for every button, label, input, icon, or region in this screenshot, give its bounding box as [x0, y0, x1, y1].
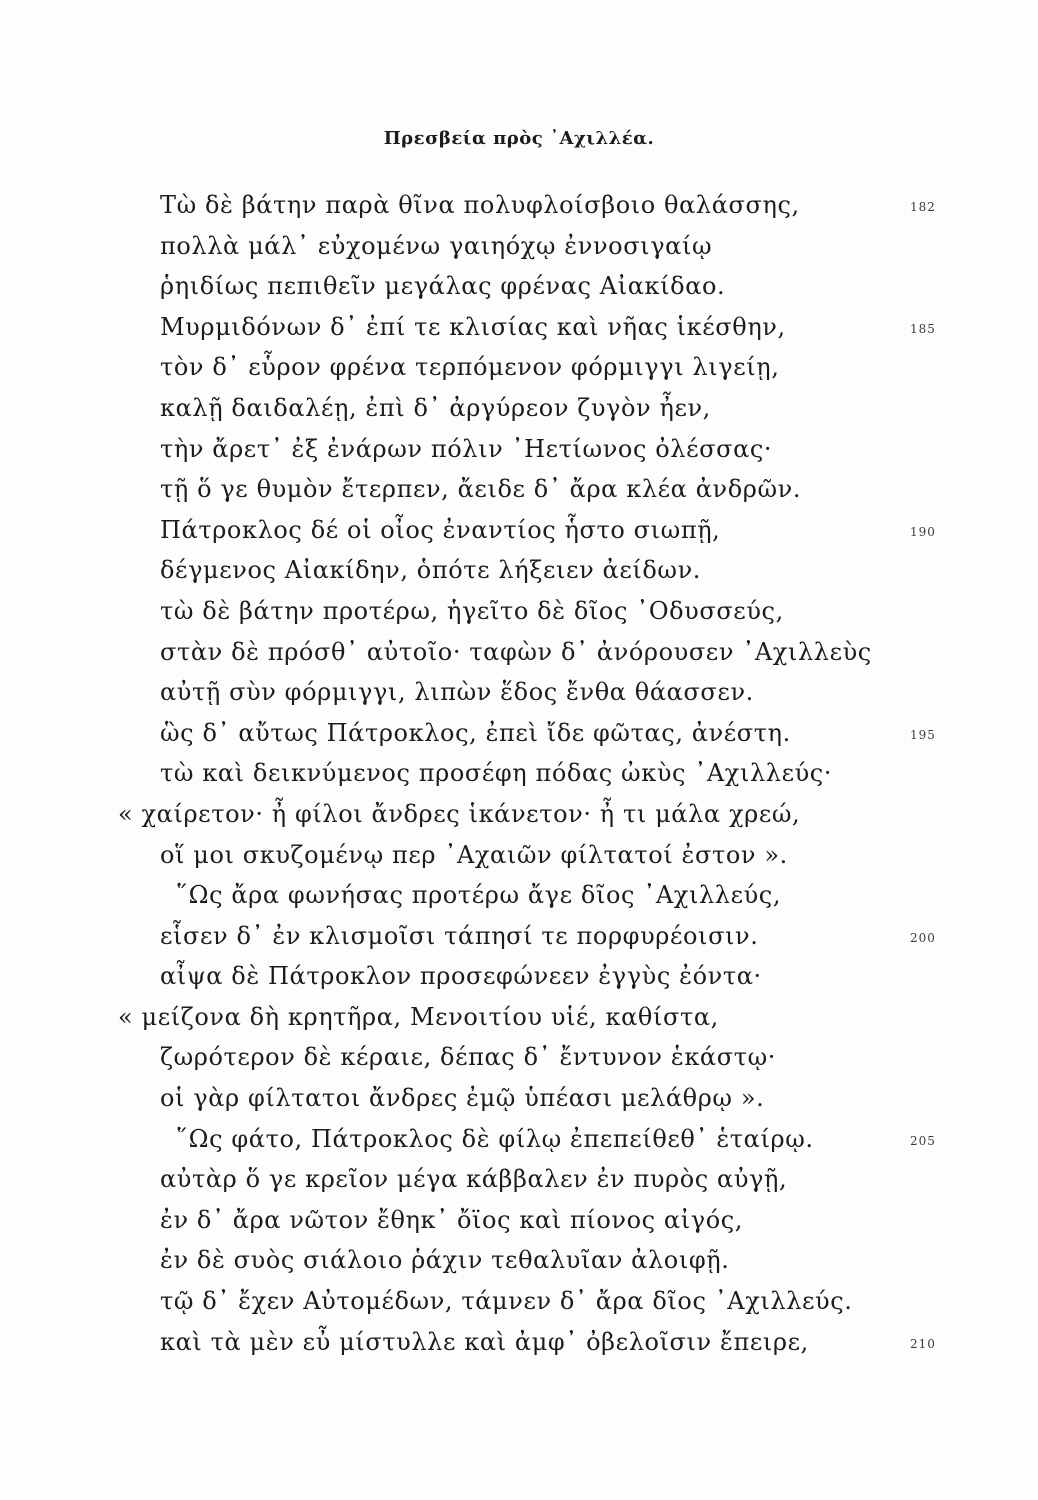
- line-number: 210: [910, 1336, 936, 1351]
- verse-line: [0, 226, 1038, 267]
- verse-line: [0, 429, 1038, 470]
- line-number: 200: [910, 930, 936, 945]
- verse-line: [0, 1240, 1038, 1281]
- verse-line-text: « χαίρετον· ἦ φίλοι ἄνδρες ἱκάνετον· ἦ τι μάλα χρεώ,: [118, 799, 801, 828]
- verse-line: [0, 875, 1038, 916]
- verse-line-text: καλῇ δαιδαλέῃ, ἐπὶ δ᾿ ἀργύρεον ζυγὸν ἦεν,: [160, 393, 711, 422]
- verse-line: [0, 469, 1038, 510]
- verse-line-text: τὼ δὲ βάτην προτέρω, ἡγεῖτο δὲ δῖος ᾿Οδυσσεύς,: [160, 596, 784, 625]
- verse-line-text: ῥηιδίως πεπιθεῖν μεγάλας φρένας Αἰακίδαο.: [160, 272, 726, 301]
- verse-line-text: Μυρμιδόνων δ᾿ ἐπί τε κλισίας καὶ νῆας ἱκέσθην,: [160, 312, 786, 341]
- verse-line-text: τῇ ὅ γε θυμὸν ἔτερπεν, ἄειδε δ᾿ ἄρα κλέα ἀνδρῶν.: [160, 475, 802, 504]
- verse-line-text: αὐτὰρ ὅ γε κρεῖον μέγα κάββαλεν ἐν πυρὸς αὐγῇ,: [160, 1165, 788, 1194]
- verse-line: [0, 997, 1038, 1038]
- verse-line: [0, 1281, 1038, 1322]
- verse-line-text: ἐν δὲ συὸς σιάλοιο ῥάχιν τεθαλυῖαν ἀλοιφῇ.: [160, 1246, 730, 1275]
- verse-line-text: ὣς δ᾿ αὔτως Πάτροκλος, ἐπεὶ ἴδε φῶτας, ἀνέστη.: [160, 718, 791, 747]
- page-heading: Πρεσβεία πρὸς ᾿Αχιλλέα.: [383, 128, 655, 149]
- line-number: 185: [910, 321, 936, 336]
- line-number: 195: [910, 727, 936, 742]
- line-number: 190: [910, 524, 936, 539]
- verse-line-text: οἵ μοι σκυζομένῳ περ ᾿Αχαιῶν φίλτατοί ἐστον ».: [160, 840, 788, 869]
- verse-line: [0, 753, 1038, 794]
- verse-line-text: τῷ δ᾿ ἔχεν Αὐτομέδων, τάμνεν δ᾿ ἄρα δῖος ᾿Αχιλλεύς.: [160, 1287, 853, 1316]
- verse-line-text: « μείζονα δὴ κρητῆρα, Μενοιτίου υἱέ, καθίστα,: [118, 1002, 719, 1031]
- verse-line-text: καὶ τὰ μὲν εὖ μίστυλλε καὶ ἀμφ᾿ ὀβελοῖσιν ἔπειρε,: [160, 1327, 809, 1356]
- verse-line: [0, 916, 1038, 957]
- verse-line-text: ζωρότερον δὲ κέραιε, δέπας δ᾿ ἔντυνον ἑκάστῳ·: [160, 1043, 776, 1072]
- verse-line-text: τὼ καὶ δεικνύμενος προσέφη πόδας ὠκὺς ᾿Αχιλλεύς·: [160, 759, 833, 788]
- verse-line-text: οἱ γὰρ φίλτατοι ἄνδρες ἐμῷ ὑπέασι μελάθρῳ ».: [160, 1084, 765, 1113]
- verse-line-text: τὸν δ᾿ εὗρον φρένα τερπόμενον φόρμιγγι λιγείῃ,: [160, 353, 780, 382]
- verse-line: [0, 388, 1038, 429]
- verse-line-text: Πάτροκλος δέ οἱ οἶος ἐναντίος ἧστο σιωπῇ,: [160, 515, 721, 544]
- verse-line: [0, 1119, 1038, 1160]
- line-number: 182: [910, 200, 936, 214]
- verse-line-text: δέγμενος Αἰακίδην, ὁπότε λήξειεν ἀείδων.: [160, 556, 702, 585]
- verse-line: [0, 1322, 1038, 1363]
- verse-line: [0, 1159, 1038, 1200]
- verse-line: [0, 510, 1038, 551]
- verse-line: [0, 185, 1038, 226]
- verse-line-text: Τὼ δὲ βάτην παρὰ θῖνα πολυφλοίσβοιο θαλάσσης,: [160, 191, 800, 219]
- verse-line: [0, 956, 1038, 997]
- verse-line-text: αὐτῇ σὺν φόρμιγγι, λιπὼν ἕδος ἔνθα θάασσεν.: [160, 678, 754, 707]
- verse-line: [0, 307, 1038, 348]
- verse-line-text: ῞Ως φάτο, Πάτροκλος δὲ φίλῳ ἐπεπείθεθ᾿ ἑταίρῳ.: [176, 1124, 814, 1153]
- line-number: 205: [910, 1133, 936, 1148]
- verse-line: [0, 550, 1038, 591]
- verse-line: [0, 591, 1038, 632]
- verse-line-text: ῞Ως ἄρα φωνήσας προτέρω ἄγε δῖος ᾿Αχιλλεύς,: [176, 881, 782, 910]
- verse-line-text: πολλὰ μάλ᾿ εὐχομένω γαιηόχῳ ἐννοσιγαίῳ: [160, 231, 713, 260]
- verse-line: [0, 632, 1038, 673]
- verse-line: [0, 266, 1038, 307]
- verse-line: [0, 713, 1038, 754]
- verse-block: [0, 185, 1038, 1362]
- verse-line: [0, 347, 1038, 388]
- verse-line-text: ἐν δ᾿ ἄρα νῶτον ἔθηκ᾿ ὄϊος καὶ πίονος αἰγός,: [160, 1205, 744, 1234]
- verse-line: [0, 835, 1038, 876]
- verse-line: [0, 1037, 1038, 1078]
- verse-line-text: εἷσεν δ᾿ ἐν κλισμοῖσι τάπησί τε πορφυρέοισιν.: [160, 921, 759, 950]
- verse-line-text: αἶψα δὲ Πάτροκλον προσεφώνεεν ἐγγὺς ἐόντα·: [160, 962, 762, 991]
- verse-line: [0, 794, 1038, 835]
- verse-line-text: στὰν δὲ πρόσθ᾿ αὐτοῖο· ταφὼν δ᾿ ἀνόρουσεν ᾿Αχιλλεὺς: [160, 637, 872, 666]
- verse-line: [0, 672, 1038, 713]
- verse-line: [0, 1078, 1038, 1119]
- verse-line-text: τὴν ἄρετ᾿ ἐξ ἐνάρων πόλιν ᾿Ηετίωνος ὀλέσσας·: [160, 434, 773, 463]
- verse-line: [0, 1200, 1038, 1241]
